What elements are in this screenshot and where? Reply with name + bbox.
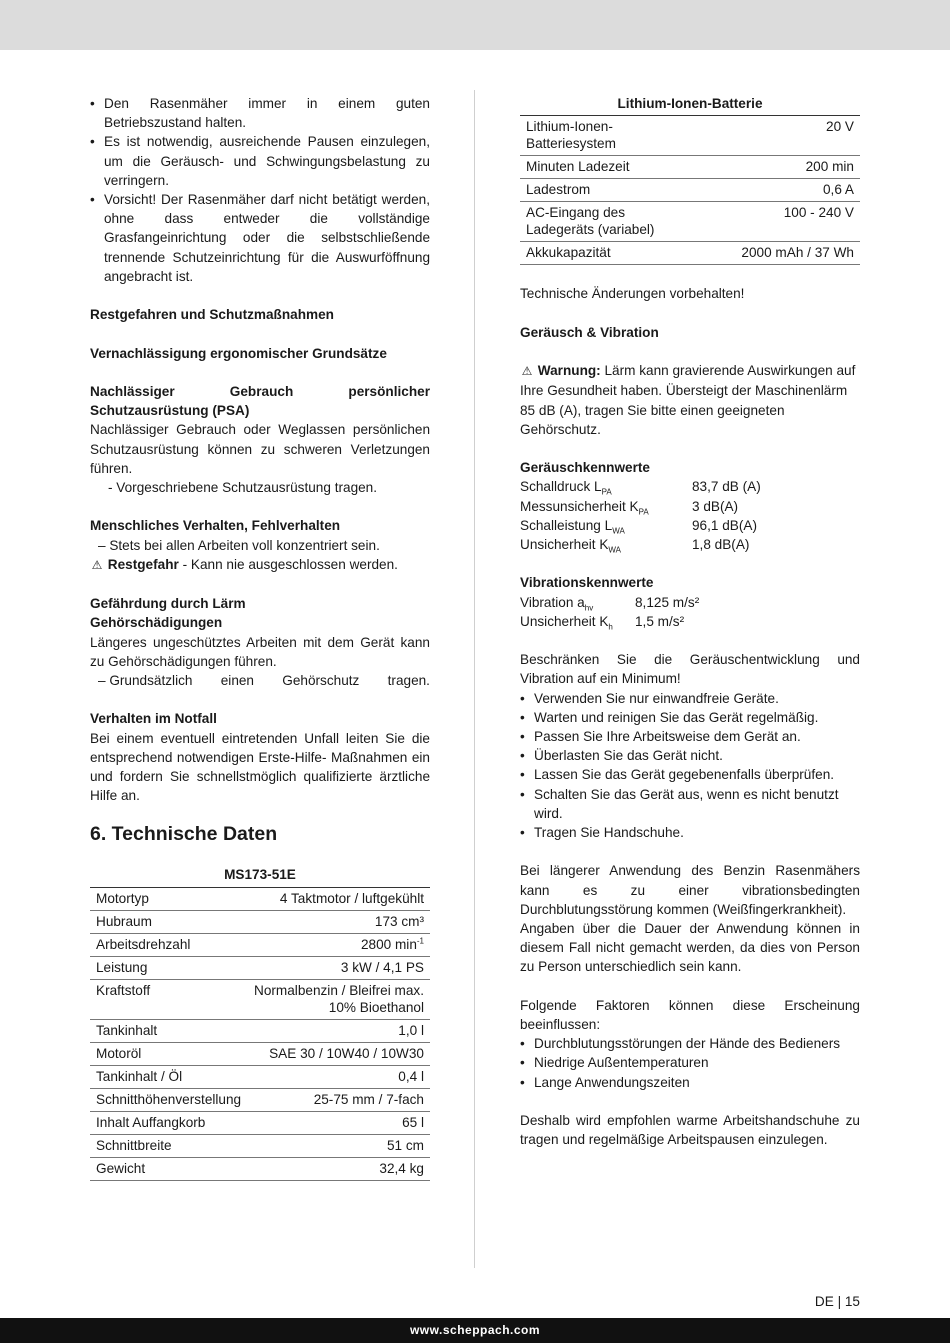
table-row (90, 910, 430, 933)
list-item: • Lange Anwendungszeiten (520, 1073, 860, 1092)
spec-value (247, 956, 430, 979)
warning-paragraph (520, 361, 860, 439)
spec-value-text: 25-75 mm / 7-fach (313, 1091, 424, 1107)
paragraph-angaben: Angaben über die Dauer der Anwendung können in diesem Fall nicht gemacht werden, da dies von Person zu Person unterschiedlich sein kann. (520, 921, 860, 975)
value-label-sub: WA (608, 545, 621, 555)
value-label (520, 497, 692, 516)
spec-value (247, 910, 430, 933)
noise-values (520, 477, 860, 554)
value-label-sub: h (608, 622, 613, 632)
spec-value (247, 933, 430, 956)
spec-label: AC-Eingang des Ladegeräts (variabel) (520, 202, 673, 242)
spec-value (673, 156, 860, 179)
spec-value-text: 1,0 l (398, 1022, 424, 1038)
list-item: • Den Rasenmäher immer in einem guten Betriebszustand halten. (90, 94, 430, 132)
spec-value (673, 179, 860, 202)
laerm-instruction (90, 671, 430, 690)
spec-value (673, 242, 860, 265)
paragraph-faktoren: Folgende Faktoren können diese Erscheinung beeinflussen: (520, 997, 860, 1032)
spec-value-text: 32,4 kg (379, 1160, 424, 1176)
spec-value-text: Normalbenzin / Bleifrei max. 10% Bioethanol (254, 982, 424, 1015)
left-column (90, 94, 430, 1181)
table-row (90, 1019, 430, 1042)
heading-gehoer: Gehörschädigungen (90, 615, 223, 631)
list-item: • Verwenden Sie nur einwandfreie Geräte. (520, 689, 860, 708)
spec-value-text: 65 l (402, 1114, 424, 1130)
spec-value (247, 1134, 430, 1157)
restgefahr-text: - Kann nie ausgeschlossen werden. (178, 556, 398, 572)
value-label-text: Messunsicherheit K (520, 498, 639, 514)
table-row (90, 956, 430, 979)
heading-psa: Nachlässiger Gebrauch persönlicher Schutzausrüstung (PSA) (90, 384, 430, 419)
spec-value (247, 1157, 430, 1180)
spec-value-text: 3 kW / 4,1 PS (340, 959, 424, 975)
spec-label: Schnittbreite (90, 1134, 247, 1157)
value-row (520, 593, 860, 612)
value-row (520, 612, 860, 631)
spec-label: Tankinhalt / Öl (90, 1065, 247, 1088)
laerm-word: – Grundsätzlich (98, 673, 193, 689)
value-label-sub: PA (601, 488, 612, 498)
spec-value-text: 100 - 240 V (783, 205, 854, 221)
list-item: • Tragen Sie Handschuhe. (520, 823, 860, 842)
paragraph-psa: Nachlässiger Gebrauch oder Weglassen persönlichen Schutzausrüstung können zu schweren Verletzungen führen. (90, 422, 430, 476)
list-item: • Durchblutungsstörungen der Hände des Bedieners (520, 1034, 860, 1053)
section-title: 6. Technische Daten (90, 823, 278, 846)
table-row (520, 156, 860, 179)
restgefahr-line (90, 555, 430, 575)
heading-restgefahren: Restgefahren und Schutzmaßnahmen (90, 307, 334, 323)
value-label-text: Vibration a (520, 594, 585, 610)
table-row (520, 179, 860, 202)
table-row (520, 202, 860, 242)
battery-title: Lithium-Ionen-Batterie (617, 96, 763, 111)
spec-label: Minuten Ladezeit (520, 156, 673, 179)
value-label (520, 535, 692, 554)
table-row (90, 1065, 430, 1088)
spec-label: Hubraum (90, 910, 247, 933)
paragraph-notfall: Bei einem eventuell eintretenden Unfall leiten Sie die entsprechend notwendigen Erste-Hilfe- Maßnahmen ein und fordern Sie schnellstmöglich qualifizierte ärztliche Hilfe an. (90, 730, 430, 804)
right-column (520, 94, 860, 1149)
spec-label: Leistung (90, 956, 247, 979)
list-item: • Vorsicht! Der Rasenmäher darf nicht betätigt werden, ohne dass entweder die vollständige Grasfangeinrichtung oder die selbstschließende trennende Schutzeinrichtung für die Auswurföffnung angebracht ist. (90, 190, 430, 286)
spec-value-text: 51 cm (386, 1137, 424, 1153)
value-text: 3 dB(A) (692, 498, 739, 514)
warning-label: Warnung: (537, 363, 601, 379)
value-label-sub: PA (638, 507, 649, 517)
heading-geraeuschkennwerte: Geräuschkennwerte (520, 460, 650, 476)
factors-bullet-list (520, 1034, 860, 1092)
list-item: • Warten und reinigen Sie das Gerät regelmäßig. (520, 708, 860, 727)
table-row (90, 1042, 430, 1065)
spec-value-text: 173 cm³ (374, 913, 424, 929)
paragraph-aenderungen: Technische Änderungen vorbehalten! (520, 286, 745, 302)
verhalten-instruction: – Stets bei allen Arbeiten voll konzentriert sein. (98, 537, 380, 553)
spec-value-sup: -1 (416, 936, 424, 946)
table-row (90, 933, 430, 956)
paragraph-laenger: Bei längerer Anwendung des Benzin Rasenmähers kann es zu einer vibrationsbedingten Durchblutungsstörung kommen (Weißfingerkrankheit). (520, 863, 860, 917)
value-label-text: Unsicherheit K (520, 536, 609, 552)
list-item: • Niedrige Außentemperaturen (520, 1053, 860, 1072)
warning-text: Lärm kann gravierende Auswirkungen auf Ihre Gesundheit haben. Übersteigt der Maschinenlärm 85 dB (A), tragen Sie bitte einen geeigneten Gehörschutz. (520, 363, 856, 437)
value-row (520, 535, 860, 554)
value-label (520, 516, 692, 535)
table-row (90, 1111, 430, 1134)
spec-label: Inhalt Auffangkorb (90, 1111, 247, 1134)
value-text: 8,125 m/s² (635, 594, 700, 610)
heading-vibrationskennwerte: Vibrationskennwerte (520, 575, 654, 591)
spec-label: Tankinhalt (90, 1019, 247, 1042)
warning-icon: ⚠ (521, 364, 533, 379)
spec-value-text: 200 min (805, 159, 854, 175)
heading-laerm: Gefährdung durch Lärm (90, 596, 246, 612)
laerm-word: einen (220, 673, 254, 689)
table-row (90, 979, 430, 1019)
spec-value (247, 1088, 430, 1111)
value-text: 96,1 dB(A) (692, 517, 757, 533)
heading-ergonomie: Vernachlässigung ergonomischer Grundsätze (90, 345, 387, 361)
spec-value (247, 887, 430, 910)
footer-url: www.scheppach.com (0, 1318, 950, 1343)
warning-icon: ⚠ (91, 557, 103, 572)
spec-value (247, 1111, 430, 1134)
heading-notfall: Verhalten im Notfall (90, 711, 217, 727)
spec-value-text: 20 V (826, 119, 854, 135)
page-number: DE | 15 (814, 1294, 860, 1309)
spec-value-text: 2000 mAh / 37 Wh (741, 245, 854, 261)
value-text: 1,8 dB(A) (692, 536, 750, 552)
heading-geraeusch: Geräusch & Vibration (520, 324, 659, 340)
value-row (520, 477, 860, 496)
table-row (90, 1134, 430, 1157)
battery-table (520, 115, 860, 265)
heading-verhalten: Menschliches Verhalten, Fehlverhalten (90, 518, 341, 534)
restgefahr-label: Restgefahr (107, 556, 179, 572)
table-row (90, 1088, 430, 1111)
spec-table (90, 887, 430, 1181)
paragraph-laerm: Längeres ungeschütztes Arbeiten mit dem Gerät kann zu Gehörschädigungen führen. (90, 634, 430, 669)
table-row (520, 242, 860, 265)
value-row (520, 497, 860, 516)
laerm-word: tragen. (387, 673, 430, 689)
spec-label: Motoröl (90, 1042, 247, 1065)
value-text: 83,7 dB (A) (692, 479, 761, 495)
spec-label: Schnitthöhenverstellung (90, 1088, 247, 1111)
spec-value-text: 2800 min (360, 936, 417, 952)
table-row (90, 887, 430, 910)
paragraph-beschraenken: Beschränken Sie die Geräuschentwicklung und Vibration auf ein Minimum! (520, 652, 860, 687)
value-row (520, 516, 860, 535)
value-label-sub: WA (612, 526, 625, 536)
spec-label: Akkukapazität (520, 242, 673, 265)
list-item: • Es ist notwendig, ausreichende Pausen einzulegen, um die Geräusch- und Schwingungsbelastung zu verringern. (90, 132, 430, 190)
value-label-sub: hv (584, 603, 594, 613)
header-band (0, 0, 950, 50)
paragraph-deshalb: Deshalb wird empfohlen warme Arbeitshandschuhe zu tragen und regelmäßige Arbeitspausen einzulegen. (520, 1113, 860, 1148)
value-text: 1,5 m/s² (635, 613, 685, 629)
spec-label: Kraftstoff (90, 979, 247, 1019)
value-label-text: Schalldruck L (520, 479, 602, 495)
psa-instruction: - Vorgeschriebene Schutzausrüstung tragen. (108, 480, 378, 496)
spec-value (247, 1042, 430, 1065)
vibration-values (520, 593, 860, 631)
spec-value-text: 0,6 A (823, 182, 854, 198)
spec-label: Lithium-Ionen-Batteriesystem (520, 116, 673, 156)
list-item: • Passen Sie Ihre Arbeitsweise dem Gerät an. (520, 727, 860, 746)
safety-bullet-list (90, 94, 430, 286)
spec-value (673, 116, 860, 156)
laerm-word: Gehörschutz (282, 673, 360, 689)
spec-value (247, 1065, 430, 1088)
model-title: MS173-51E (224, 867, 296, 883)
spec-value (673, 202, 860, 242)
value-label-text: Schalleistung L (520, 517, 613, 533)
list-item: • Schalten Sie das Gerät aus, wenn es nicht benutzt wird. (520, 785, 860, 823)
value-label (520, 612, 635, 631)
table-row (520, 116, 860, 156)
value-label (520, 593, 635, 612)
table-row (90, 1157, 430, 1180)
spec-label: Gewicht (90, 1157, 247, 1180)
spec-label: Arbeitsdrehzahl (90, 933, 247, 956)
list-item: • Lassen Sie das Gerät gegebenenfalls überprüfen. (520, 765, 860, 784)
value-label (520, 477, 692, 496)
spec-label: Motortyp (90, 887, 247, 910)
spec-label: Ladestrom (520, 179, 673, 202)
vibration-bullet-list (520, 689, 860, 843)
spec-value-text: 4 Taktmotor / luftgekühlt (279, 890, 424, 906)
spec-value-text: SAE 30 / 10W40 / 10W30 (269, 1045, 424, 1061)
list-item: • Überlasten Sie das Gerät nicht. (520, 746, 860, 765)
column-divider (474, 90, 475, 1268)
spec-value (247, 1019, 430, 1042)
spec-value-text: 0,4 l (398, 1068, 424, 1084)
spec-value (247, 979, 430, 1019)
value-label-text: Unsicherheit K (520, 613, 609, 629)
